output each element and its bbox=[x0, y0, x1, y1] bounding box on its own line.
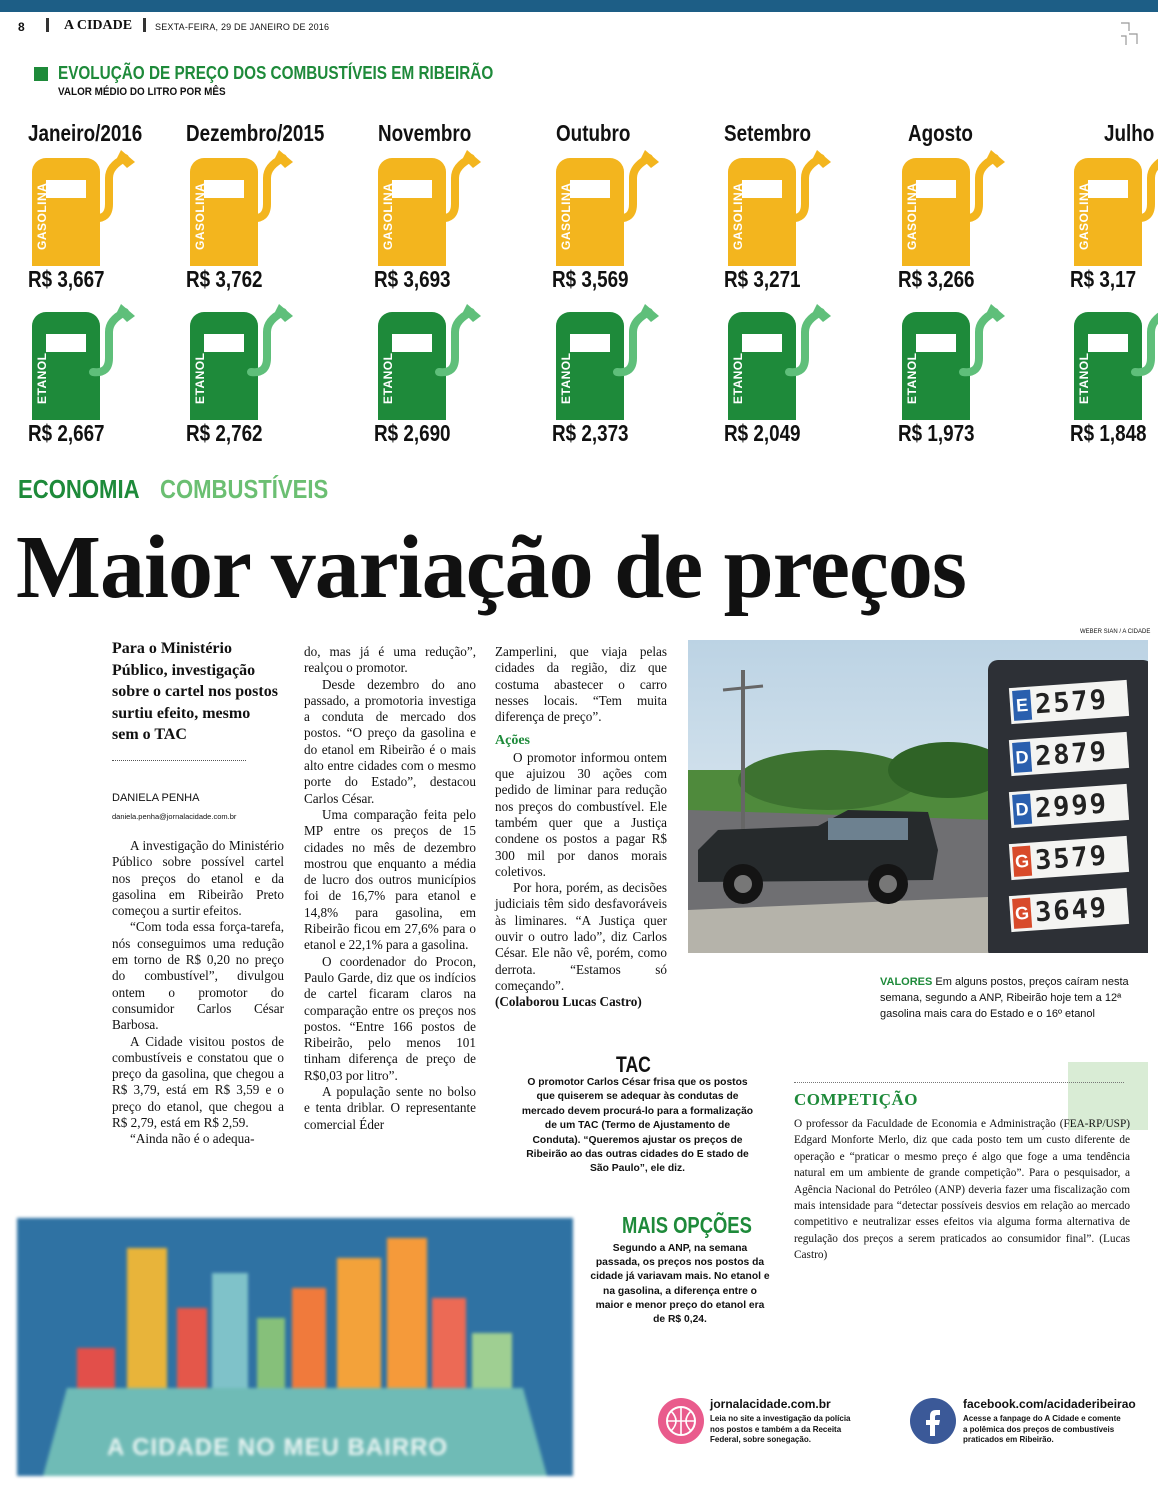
pump-display bbox=[392, 334, 432, 352]
gasoline-price: R$ 3,17 bbox=[1070, 266, 1137, 292]
ethanol-price: R$ 2,373 bbox=[552, 420, 629, 446]
infographic-title: EVOLUÇÃO DE PREÇO DOS COMBUSTÍVEIS EM RIBEIRÃO bbox=[58, 63, 494, 83]
month-label: Outubro bbox=[556, 120, 631, 146]
page-number: 8 bbox=[18, 20, 25, 34]
pump-display bbox=[46, 180, 86, 198]
fuel-code-letter: E bbox=[1012, 690, 1032, 721]
pump-hose-icon bbox=[1129, 148, 1158, 248]
newspaper-name: A CIDADE bbox=[64, 18, 133, 33]
ethanol-price: R$ 2,667 bbox=[28, 420, 105, 446]
pump-hose-icon bbox=[87, 302, 143, 402]
pump-hose-icon bbox=[433, 302, 489, 402]
top-color-bar bbox=[0, 0, 1158, 12]
sign-price: 2579 bbox=[1034, 683, 1110, 720]
fuel-type-label: GASOLINA bbox=[193, 182, 207, 250]
fuel-code-letter: G bbox=[1012, 846, 1032, 877]
paragraph: “Ainda não é o adequa- bbox=[130, 1131, 255, 1147]
ethanol-price: R$ 1,973 bbox=[898, 420, 975, 446]
ethanol-price: R$ 2,762 bbox=[186, 420, 263, 446]
month-label: Setembro bbox=[724, 120, 811, 146]
facebook-description: Acesse a fanpage do A Cidade e comente a polêmica dos preços de combustíveis praticados em Ribeirão. bbox=[963, 1414, 1121, 1444]
gasoline-price: R$ 3,569 bbox=[552, 266, 629, 292]
paragraph: A investigação do Ministério Público sobre possível cartel nos preços do etanol e da gasolina em Ribeirão Preto começou a surtir efeitos. bbox=[112, 838, 284, 919]
header-divider bbox=[46, 18, 49, 32]
sign-price: 3579 bbox=[1034, 839, 1110, 876]
paragraph: O promotor informou ontem que ajuizou 30 ações com pedido de liminar para redução nos preços do combustível. Ele também quer que a Justiça condene os postos a pagar R$ 300 mil por danos morais coletivos. bbox=[495, 749, 667, 879]
gasoline-price: R$ 3,271 bbox=[724, 266, 801, 292]
pump-hose-icon bbox=[245, 148, 301, 248]
headline: Maior variação de preços bbox=[16, 518, 966, 617]
pump-hose-icon bbox=[611, 302, 667, 402]
author-email: daniela.penha@jornalacidade.com.br bbox=[112, 812, 237, 821]
paragraph: O coordenador do Procon, Paulo Garde, diz que os indícios de cartel ficaram claros na comparação entre os preços nos postos. “Entre 166 postos de Ribeirão, pelo menos 101 tinham diferença de preço de R$0,03 por litro”. bbox=[304, 953, 476, 1083]
website-description: Leia no site a investigação da polícia nos postos e também a da Receita Federal, sobre sonegação. bbox=[710, 1414, 851, 1444]
section-bullet-icon bbox=[34, 67, 48, 81]
paragraph: “Com toda essa força-tarefa, nós conseguimos uma redução em torno de R$ 0,20 no preço do combustível”, divulgou ontem o promotor do consumidor Carlos César Barbosa. bbox=[112, 919, 284, 1033]
paragraph: Uma comparação feita pelo MP entre os preços de 15 cidades no mês de dezembro mostrou que enquanto a média de lucro dos outros municípios foi de 16,7% para etanol e 14,8% para gasolina, em Ribeirão ficou em 27,6% para o etanol e 22,1% para a gasolina. bbox=[304, 806, 476, 953]
pump-display bbox=[204, 180, 244, 198]
sign-price: 2999 bbox=[1034, 787, 1110, 824]
mais-opcoes-text: Segundo a ANP, na semana passada, os preços nos postos da cidade já variavam mais. No etanol e na gasolina, a diferença entre o maior e menor preço do etanol era de R$ 0,24. bbox=[590, 1243, 770, 1326]
paragraph: A população sente no bolso e tenta driblar. O representante comercial Éder bbox=[304, 1084, 476, 1132]
fuel-type-label: ETANOL bbox=[905, 352, 919, 404]
pump-hose-icon bbox=[957, 148, 1013, 248]
collaboration-credit: (Colaborou Lucas Castro) bbox=[495, 994, 642, 1010]
paragraph: do, mas já é uma redução”, realçou o promotor. bbox=[304, 644, 476, 676]
pump-display bbox=[1088, 180, 1128, 198]
paragraph: A Cidade visitou postos de combustíveis e constatou que o preço da gasolina, que chegou a R$ 3,79, está em R$ 3,59 e o preço do etanol, que chegou a R$ 2,79, está em R$ 2,59. bbox=[112, 1033, 284, 1131]
gasoline-price: R$ 3,693 bbox=[374, 266, 451, 292]
pump-hose-icon bbox=[611, 148, 667, 248]
fuel-type-label: ETANOL bbox=[731, 352, 745, 404]
pump-hose-icon bbox=[957, 302, 1013, 402]
website-link[interactable]: jornalacidade.com.br bbox=[710, 1397, 831, 1411]
paragraph: Por hora, porém, as decisões judiciais têm sido desfavoráveis às liminares. “A Justiça quer ouvir o outro lado”, diz Carlos César. Ele não vê, porém, como derrota. “Estamos só começando”. bbox=[495, 880, 667, 993]
pump-display bbox=[742, 334, 782, 352]
gas-station-photo bbox=[688, 640, 1148, 953]
fuel-type-label: GASOLINA bbox=[1077, 182, 1091, 250]
pump-hose-icon bbox=[1129, 302, 1158, 402]
ethanol-price: R$ 2,690 bbox=[374, 420, 451, 446]
sign-price: 2879 bbox=[1034, 735, 1110, 772]
month-label: Agosto bbox=[908, 120, 973, 146]
pump-display bbox=[570, 180, 610, 198]
header-divider bbox=[143, 18, 146, 32]
pump-display bbox=[742, 180, 782, 198]
tac-title: TAC bbox=[616, 1052, 651, 1077]
fuel-type-label: ETANOL bbox=[381, 352, 395, 404]
article-column-2 bbox=[304, 644, 476, 1133]
tac-text: O promotor Carlos César frisa que os postos que quiserem se adequar às condutas de mercado devem procurá-lo para a formalização de um TAC (Termo de Ajustamento de Conduta). “Queremos ajustar os preços de Ribeirão ao das outras cidades do E stado de São Paulo”, ele diz. bbox=[521, 1077, 754, 1175]
section-sublabel: COMBUSTÍVEIS bbox=[160, 474, 329, 504]
author-name: DANIELA PENHA bbox=[112, 792, 200, 804]
ethanol-price: R$ 2,049 bbox=[724, 420, 801, 446]
facebook-icon bbox=[910, 1398, 956, 1444]
paragraph: Desde dezembro do ano passado, a promotoria investiga a conduta de mercado dos postos. “O preço da gasolina e do etanol em Ribeirão é o mais alto entre cidades com o mesmo porte do Estado”, destacou Carlos César. bbox=[304, 676, 476, 806]
month-label: Julho bbox=[1104, 120, 1155, 146]
caption-text: Em alguns postos, preços caíram nesta semana, segundo a ANP, Ribeirão hoje tem a 12ª gasolina mais cara do Estado e o 16º etanol bbox=[880, 976, 1129, 1020]
fuel-type-label: ETANOL bbox=[559, 352, 573, 404]
article-column-3 bbox=[495, 644, 667, 1011]
ad-text: A CIDADE NO MEU BAIRRO bbox=[107, 1434, 449, 1461]
subheading: Ações bbox=[495, 733, 530, 749]
pump-display bbox=[46, 334, 86, 352]
pump-display bbox=[916, 334, 956, 352]
section-label: ECONOMIA bbox=[18, 474, 140, 504]
gasoline-price: R$ 3,762 bbox=[186, 266, 263, 292]
basketball-web-icon bbox=[658, 1398, 704, 1444]
photo-credit: WEBER SIAN / A CIDADE bbox=[1080, 629, 1151, 635]
fuel-type-label: GASOLINA bbox=[35, 182, 49, 250]
pump-hose-icon bbox=[783, 302, 839, 402]
city-ad-banner[interactable] bbox=[17, 1218, 573, 1476]
gasoline-price: R$ 3,266 bbox=[898, 266, 975, 292]
fuel-type-label: ETANOL bbox=[1077, 352, 1091, 404]
pump-display bbox=[570, 334, 610, 352]
fuel-type-label: GASOLINA bbox=[559, 182, 573, 250]
pump-hose-icon bbox=[783, 148, 839, 248]
article-column-1 bbox=[112, 838, 284, 1148]
pump-hose-icon bbox=[245, 302, 301, 402]
paragraph: Zamperlini, que viaja pelas cidades da região, diz que costuma abastecer o carro nesses locais. “Tem muita diferença de preço”. bbox=[495, 644, 667, 725]
fuel-type-label: GASOLINA bbox=[905, 182, 919, 250]
sign-price: 3649 bbox=[1034, 891, 1110, 928]
gasoline-price: R$ 3,667 bbox=[28, 266, 105, 292]
month-label: Janeiro/2016 bbox=[28, 120, 143, 146]
competicao-title: COMPETIÇÃO bbox=[794, 1090, 918, 1109]
lead-text: Para o Ministério Público, investigação sobre o cartel nos postos surtiu efeito, mesmo sem o TAC bbox=[112, 640, 278, 743]
month-label: Dezembro/2015 bbox=[186, 120, 325, 146]
pump-display bbox=[1088, 334, 1128, 352]
fuel-type-label: ETANOL bbox=[193, 352, 207, 404]
competicao-divider bbox=[794, 1082, 1124, 1083]
ethanol-price: R$ 1,848 bbox=[1070, 420, 1147, 446]
fuel-type-label: GASOLINA bbox=[731, 182, 745, 250]
pump-hose-icon bbox=[433, 148, 489, 248]
pump-display bbox=[916, 180, 956, 198]
facebook-link[interactable]: facebook.com/acidaderibeirao bbox=[963, 1397, 1136, 1411]
fuel-type-label: ETANOL bbox=[35, 352, 49, 404]
fuel-code-letter: G bbox=[1012, 898, 1032, 929]
month-label: Novembro bbox=[378, 120, 472, 146]
fuel-type-label: GASOLINA bbox=[381, 182, 395, 250]
pump-hose-icon bbox=[87, 148, 143, 248]
edition-date: SEXTA-FEIRA, 29 DE JANEIRO DE 2016 bbox=[155, 22, 330, 32]
pump-display bbox=[392, 180, 432, 198]
lead-divider bbox=[112, 760, 246, 761]
photo-caption bbox=[880, 974, 1148, 1022]
caption-label: VALORES bbox=[880, 976, 933, 988]
mais-opcoes-title: MAIS OPÇÕES bbox=[622, 1212, 752, 1238]
fuel-code-letter: D bbox=[1012, 794, 1032, 825]
infographic-subtitle: VALOR MÉDIO DO LITRO POR MÊS bbox=[58, 86, 226, 98]
competicao-text: O professor da Faculdade de Economia e Administração (FEA-RP/USP) Edgard Monforte Merlo, diz que cada posto tem um custo diferente de operação e “praticar o mesmo preço é algo que foge a uma tendência natural em um ambiente de grande competição”. Para o pesquisador, a Agência Nacional do Petróleo (ANP) deveria fazer uma fiscalização com mais intensidade para “detectar possíveis desvios em relação ao mercado competitivo e neutralizar esses efeitos via alguma forma alternativa de regulação dos preços a serem praticados ao consumidor final”. (Lucas Castro) bbox=[794, 1118, 1130, 1262]
corner-ornament-icon bbox=[1118, 20, 1140, 48]
pump-display bbox=[204, 334, 244, 352]
fuel-code-letter: D bbox=[1012, 742, 1032, 773]
